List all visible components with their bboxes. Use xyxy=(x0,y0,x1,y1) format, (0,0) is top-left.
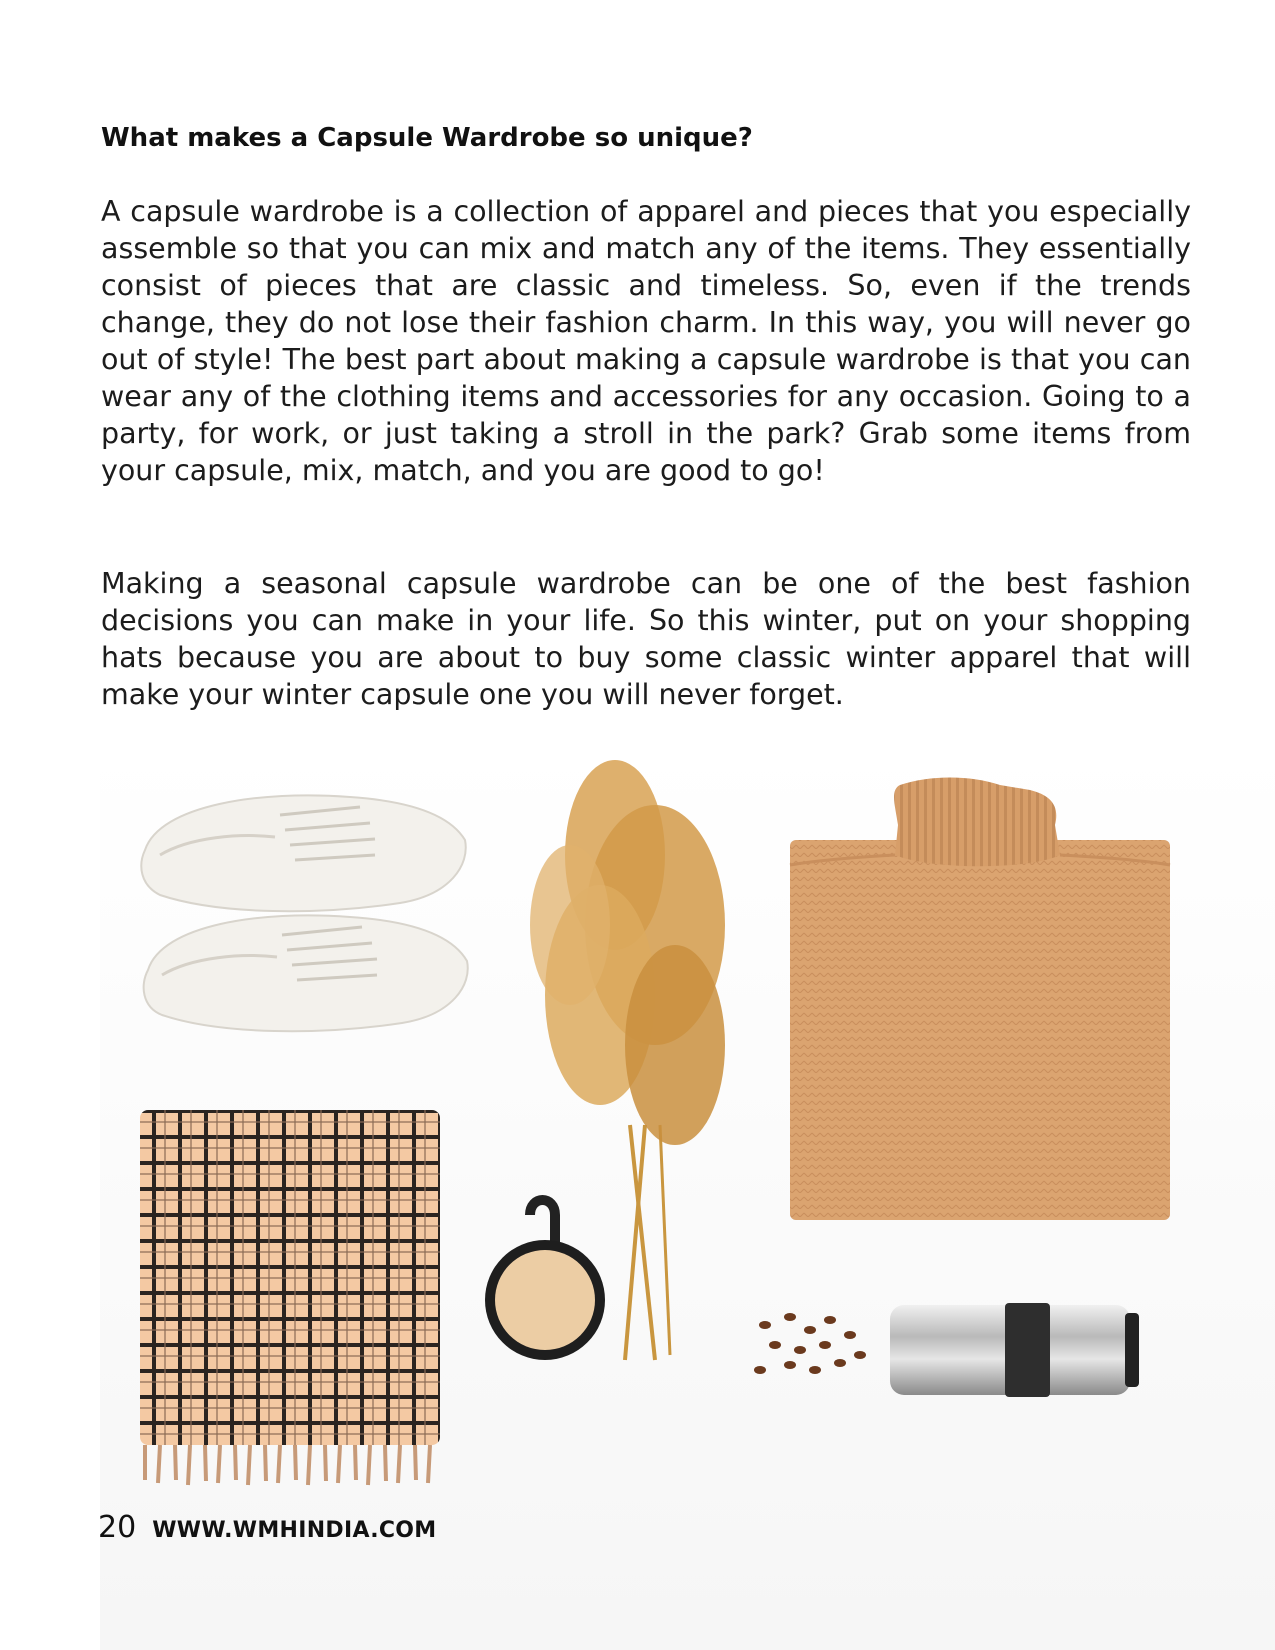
article-paragraph-2: Making a seasonal capsule wardrobe can be one of the best fashion decisions you can make in your life. So this winter, put on your shopping hats because you are about to buy some classic winter apparel that will make your winter capsule one you will never forget. xyxy=(101,567,1191,711)
plaid-scarf xyxy=(140,1110,440,1485)
travel-tumbler xyxy=(890,1303,1139,1397)
article-paragraph-1: A capsule wardrobe is a collection of apparel and pieces that you especially assemble so that you can mix and match any of the items. They essentially consist of pieces that are classic and timeless. So, even if the trends change, they do not lose their fashion charm. In this way, you will never go out of style! The best part about making a capsule wardrobe is that you can wear any of the clothing items and accessories for any occasion. Going to a party, for work, or just taking a stroll in the park? Grab some items from your capsule, mix, match, and you are good to go! xyxy=(101,195,1191,487)
page-footer xyxy=(98,1510,437,1545)
turtleneck-sweater xyxy=(790,778,1170,1221)
page-number: 20 xyxy=(98,1510,137,1545)
article-heading: What makes a Capsule Wardrobe so unique? xyxy=(101,123,753,153)
website-link[interactable]: WWW.WMHINDIA.COM xyxy=(152,1518,437,1543)
